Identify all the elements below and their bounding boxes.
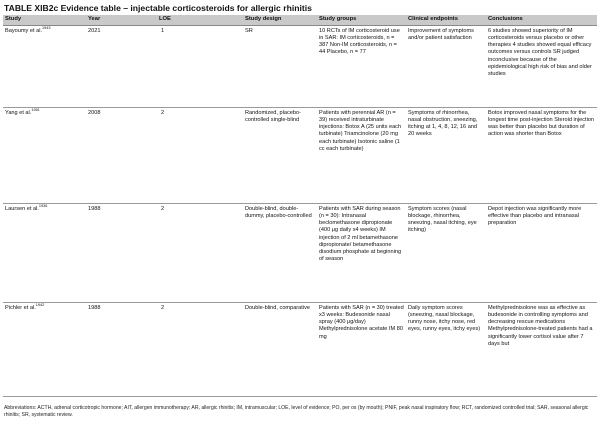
- header-study-groups: Study groups: [317, 15, 406, 26]
- study-name: Pichler et al.: [5, 305, 36, 311]
- design-cell: Double-blind, comparative: [243, 303, 317, 397]
- loe-cell: 1: [157, 26, 243, 108]
- table-row: [3, 303, 597, 397]
- reference-number: 1951: [31, 108, 40, 113]
- loe-cell: 2: [157, 108, 243, 204]
- table-row: [3, 204, 597, 303]
- year-cell: 1988: [86, 204, 157, 303]
- reference-number: 1943: [42, 26, 51, 31]
- conclusions-cell: Methylprednisolone was as effective as budesonide in controlling symptoms and decreasing rescue medications Methylprednisolone-treated patients had a significantly lower cortisol value after 7 days but: [486, 303, 597, 397]
- header-row: [3, 15, 597, 26]
- endpoints-cell: Symptom scores (nasal blockage, rhinorrhea, sneezing, nasal itching, eye itching): [406, 204, 486, 303]
- header-year: Year: [86, 15, 157, 26]
- design-cell: Randomized, placebo-controlled single-blind: [243, 108, 317, 204]
- groups-cell: Patients with perennial AR (n = 39) received intraturbinate injections: Botox A (25 units each turbinate) Triamcinolone (20 mg each turbinate) Isotonic saline (1 cc each turbinate): [317, 108, 406, 204]
- header-clinical-endpoints: Clinical endpoints: [406, 15, 486, 26]
- header-conclusions: Conclusions: [486, 15, 597, 26]
- design-cell: SR: [243, 26, 317, 108]
- groups-cell: Patients with SAR (n = 30) treated x3 weeks: Budesonide nasal spray (400 μg/day) Methylprednisolone acetate IM 80 mg: [317, 303, 406, 397]
- header-study-design: Study design: [243, 15, 317, 26]
- groups-cell: Patients with SAR during season (n = 30): Intranasal beclomethasone dipropionate (400 μg daily x4 weeks) IM injection of 2 ml betamethasone dipropionate/ betamethasone disodium phosphate at beginning of season: [317, 204, 406, 303]
- study-cell: [3, 26, 86, 108]
- study-name: Yang et al.: [5, 110, 32, 116]
- table-row: [3, 26, 597, 108]
- year-cell: 2008: [86, 108, 157, 204]
- conclusions-cell: Botox improved nasal symptoms for the longest time post-injection Steroid injection was better than placebo but duration of action was shorter than Botox: [486, 108, 597, 204]
- study-cell: [3, 108, 86, 204]
- study-name: Bayoumy et al.: [5, 28, 42, 34]
- reference-number: 1942: [35, 303, 45, 308]
- loe-cell: 2: [157, 303, 243, 397]
- year-cell: 1988: [86, 303, 157, 397]
- year-cell: 2021: [86, 26, 157, 108]
- loe-cell: 2: [157, 204, 243, 303]
- evidence-table: [3, 15, 597, 397]
- table-row: [3, 108, 597, 204]
- reference-number: 1936: [38, 204, 48, 209]
- conclusions-cell: Depot injection was significantly more effective than placebo and intranasal preparation: [486, 204, 597, 303]
- design-cell: Double-blind, double-dummy, placebo-controlled: [243, 204, 317, 303]
- conclusions-cell: 6 studies showed superiority of IM corticosteroids versus placebo or other therapies 4 studies showed equal efficacy outcomes versus controls SR judged inconclusive because of the epidemiological high risk of bias and older studies: [486, 26, 597, 108]
- groups-cell: 10 RCTs of IM corticosteroid use in SAR: IM corticosteroids, n = 387 Non-IM corticosteroids, n = 44 Placebo, n = 77: [317, 26, 406, 108]
- study-cell: [3, 303, 86, 397]
- endpoints-cell: Improvement of symptoms and/or patient satisfaction: [406, 26, 486, 108]
- study-cell: [3, 204, 86, 303]
- abbreviations-footnote: Abbreviations: ACTH, adrenal corticotropic hormone; AIT, allergen immunotherapy; AR, allergic rhinitis; IM, intramuscular; LOE, level of evidence; PO, per os (by mouth); PNIF, peak nasal inspiratory flow; RCT, randomized controlled trial; SAR, seasonal allergic rhinitis; SR, systematic review.: [4, 405, 589, 419]
- header-study: Study: [3, 15, 86, 26]
- study-name: Laursen et al.: [5, 206, 39, 212]
- endpoints-cell: Symptoms of rhinorrhea, nasal obstruction, sneezing, itching at 1, 4, 8, 12, 16 and 20 weeks: [406, 108, 486, 204]
- table-title: TABLE XIB2c Evidence table – injectable corticosteroids for allergic rhinitis: [4, 3, 312, 13]
- endpoints-cell: Daily symptom scores (sneezing, nasal blockage, runny nose, itchy nose, red eyes, runny eyes, itchy eyes): [406, 303, 486, 397]
- header-loe: LOE: [157, 15, 243, 26]
